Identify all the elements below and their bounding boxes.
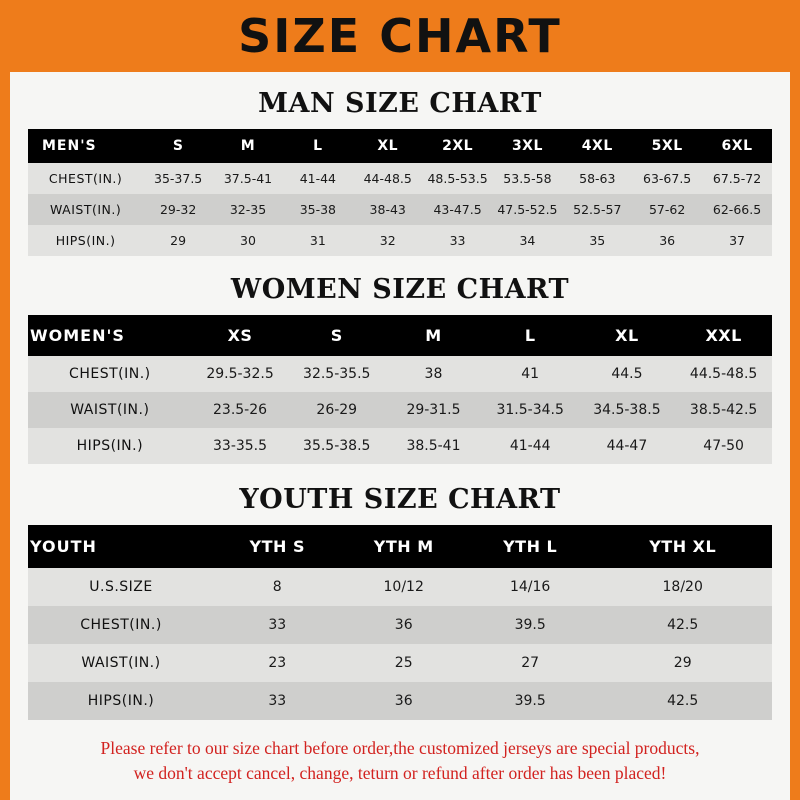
table-row	[28, 194, 772, 225]
men-cell: 33	[423, 225, 493, 256]
youth-cell: 33	[214, 682, 340, 720]
men-size-header: 4XL	[581, 138, 613, 154]
table-row	[28, 606, 772, 644]
table-row	[28, 682, 772, 720]
men-cell: 31	[283, 225, 353, 256]
youth-cell: 33	[214, 606, 340, 644]
men-size-table	[28, 129, 772, 256]
youth-cell: 23	[214, 644, 340, 682]
women-size-header: M	[425, 326, 442, 345]
youth-measure-label: WAIST(IN.)	[28, 644, 214, 682]
women-cell: 23.5-26	[192, 392, 289, 428]
youth-cell: 8	[214, 568, 340, 606]
men-size-header: L	[313, 138, 323, 154]
youth-cell: 42.5	[593, 682, 772, 720]
women-cell: 38.5-42.5	[675, 392, 772, 428]
men-cell: 32	[353, 225, 423, 256]
men-cell: 29	[143, 225, 213, 256]
women-size-table	[28, 315, 772, 464]
men-cell: 35	[562, 225, 632, 256]
men-cell: 38-43	[353, 194, 423, 225]
women-cell: 29-31.5	[385, 392, 482, 428]
men-cell: 37.5-41	[213, 163, 283, 194]
youth-row-label-header: YOUTH	[30, 537, 97, 556]
men-size-header: S	[172, 138, 184, 154]
women-size-section	[10, 274, 790, 464]
men-cell: 47.5-52.5	[493, 194, 563, 225]
men-size-header: M	[240, 138, 256, 154]
men-cell: 52.5-57	[562, 194, 632, 225]
youth-cell: 39.5	[467, 606, 593, 644]
youth-cell: 42.5	[593, 606, 772, 644]
women-size-header: XS	[227, 326, 253, 345]
men-cell: 37	[702, 225, 772, 256]
youth-cell: 36	[340, 682, 466, 720]
women-size-header: L	[524, 326, 536, 345]
table-row	[28, 428, 772, 464]
youth-size-header: YTH M	[373, 537, 434, 556]
women-cell: 34.5-38.5	[579, 392, 676, 428]
men-section-title: MAN SIZE CHART	[258, 88, 542, 119]
footer-note	[22, 736, 778, 787]
youth-header-row	[28, 525, 772, 568]
footer-note-line-2: we don't accept cancel, change, teturn or refund after order has been placed!	[133, 763, 667, 784]
page-title: SIZE CHART	[238, 9, 562, 63]
women-cell: 38.5-41	[385, 428, 482, 464]
youth-size-header: YTH L	[503, 537, 558, 556]
women-cell: 41	[482, 356, 579, 392]
page-banner	[0, 0, 800, 72]
men-cell: 48.5-53.5	[423, 163, 493, 194]
footer-note-line-1: Please refer to our size chart before order,the customized jerseys are special products,	[100, 738, 700, 758]
table-row	[28, 225, 772, 256]
youth-measure-label: U.S.SIZE	[28, 568, 214, 606]
men-row-label-header: MEN'S	[42, 138, 97, 154]
men-cell: 32-35	[213, 194, 283, 225]
women-cell: 29.5-32.5	[192, 356, 289, 392]
youth-cell: 29	[593, 644, 772, 682]
men-measure-label: WAIST(IN.)	[28, 194, 143, 225]
women-cell: 26-29	[288, 392, 385, 428]
table-row	[28, 568, 772, 606]
youth-measure-label: CHEST(IN.)	[28, 606, 214, 644]
men-cell: 67.5-72	[702, 163, 772, 194]
men-cell: 36	[632, 225, 702, 256]
men-cell: 58-63	[562, 163, 632, 194]
women-size-header: XL	[615, 326, 639, 345]
women-size-header: XXL	[705, 326, 742, 345]
youth-cell: 14/16	[467, 568, 593, 606]
youth-size-header: YTH XL	[649, 537, 717, 556]
youth-size-section	[10, 484, 790, 720]
table-row	[28, 392, 772, 428]
women-measure-label: HIPS(IN.)	[28, 428, 192, 464]
women-cell: 44-47	[579, 428, 676, 464]
youth-cell: 10/12	[340, 568, 466, 606]
men-cell: 35-38	[283, 194, 353, 225]
women-cell: 44.5-48.5	[675, 356, 772, 392]
women-cell: 44.5	[579, 356, 676, 392]
women-cell: 47-50	[675, 428, 772, 464]
men-cell: 35-37.5	[143, 163, 213, 194]
men-header-row	[28, 129, 772, 163]
men-size-header: 3XL	[511, 138, 543, 154]
men-cell: 53.5-58	[493, 163, 563, 194]
men-size-section	[10, 88, 790, 256]
youth-section-title: YOUTH SIZE CHART	[239, 484, 561, 515]
men-size-header: 6XL	[721, 138, 753, 154]
women-cell: 35.5-38.5	[288, 428, 385, 464]
men-size-header: 2XL	[442, 138, 474, 154]
men-cell: 62-66.5	[702, 194, 772, 225]
men-measure-label: CHEST(IN.)	[28, 163, 143, 194]
men-cell: 29-32	[143, 194, 213, 225]
men-cell: 44-48.5	[353, 163, 423, 194]
youth-size-table	[28, 525, 772, 720]
youth-cell: 39.5	[467, 682, 593, 720]
women-cell: 38	[385, 356, 482, 392]
men-size-header: XL	[377, 138, 399, 154]
youth-cell: 36	[340, 606, 466, 644]
women-section-title: WOMEN SIZE CHART	[230, 274, 570, 305]
women-cell: 31.5-34.5	[482, 392, 579, 428]
women-size-header: S	[330, 326, 343, 345]
men-size-header: 5XL	[651, 138, 683, 154]
women-measure-label: CHEST(IN.)	[28, 356, 192, 392]
youth-cell: 27	[467, 644, 593, 682]
men-cell: 63-67.5	[632, 163, 702, 194]
table-row	[28, 644, 772, 682]
men-cell: 34	[493, 225, 563, 256]
women-cell: 41-44	[482, 428, 579, 464]
men-cell: 30	[213, 225, 283, 256]
youth-cell: 25	[340, 644, 466, 682]
men-cell: 41-44	[283, 163, 353, 194]
youth-cell: 18/20	[593, 568, 772, 606]
men-cell: 57-62	[632, 194, 702, 225]
men-cell: 43-47.5	[423, 194, 493, 225]
table-row	[28, 163, 772, 194]
women-row-label-header: WOMEN'S	[30, 326, 125, 345]
women-cell: 32.5-35.5	[288, 356, 385, 392]
women-header-row	[28, 315, 772, 356]
women-measure-label: WAIST(IN.)	[28, 392, 192, 428]
table-row	[28, 356, 772, 392]
women-cell: 33-35.5	[192, 428, 289, 464]
men-measure-label: HIPS(IN.)	[28, 225, 143, 256]
youth-size-header: YTH S	[249, 537, 305, 556]
youth-measure-label: HIPS(IN.)	[28, 682, 214, 720]
